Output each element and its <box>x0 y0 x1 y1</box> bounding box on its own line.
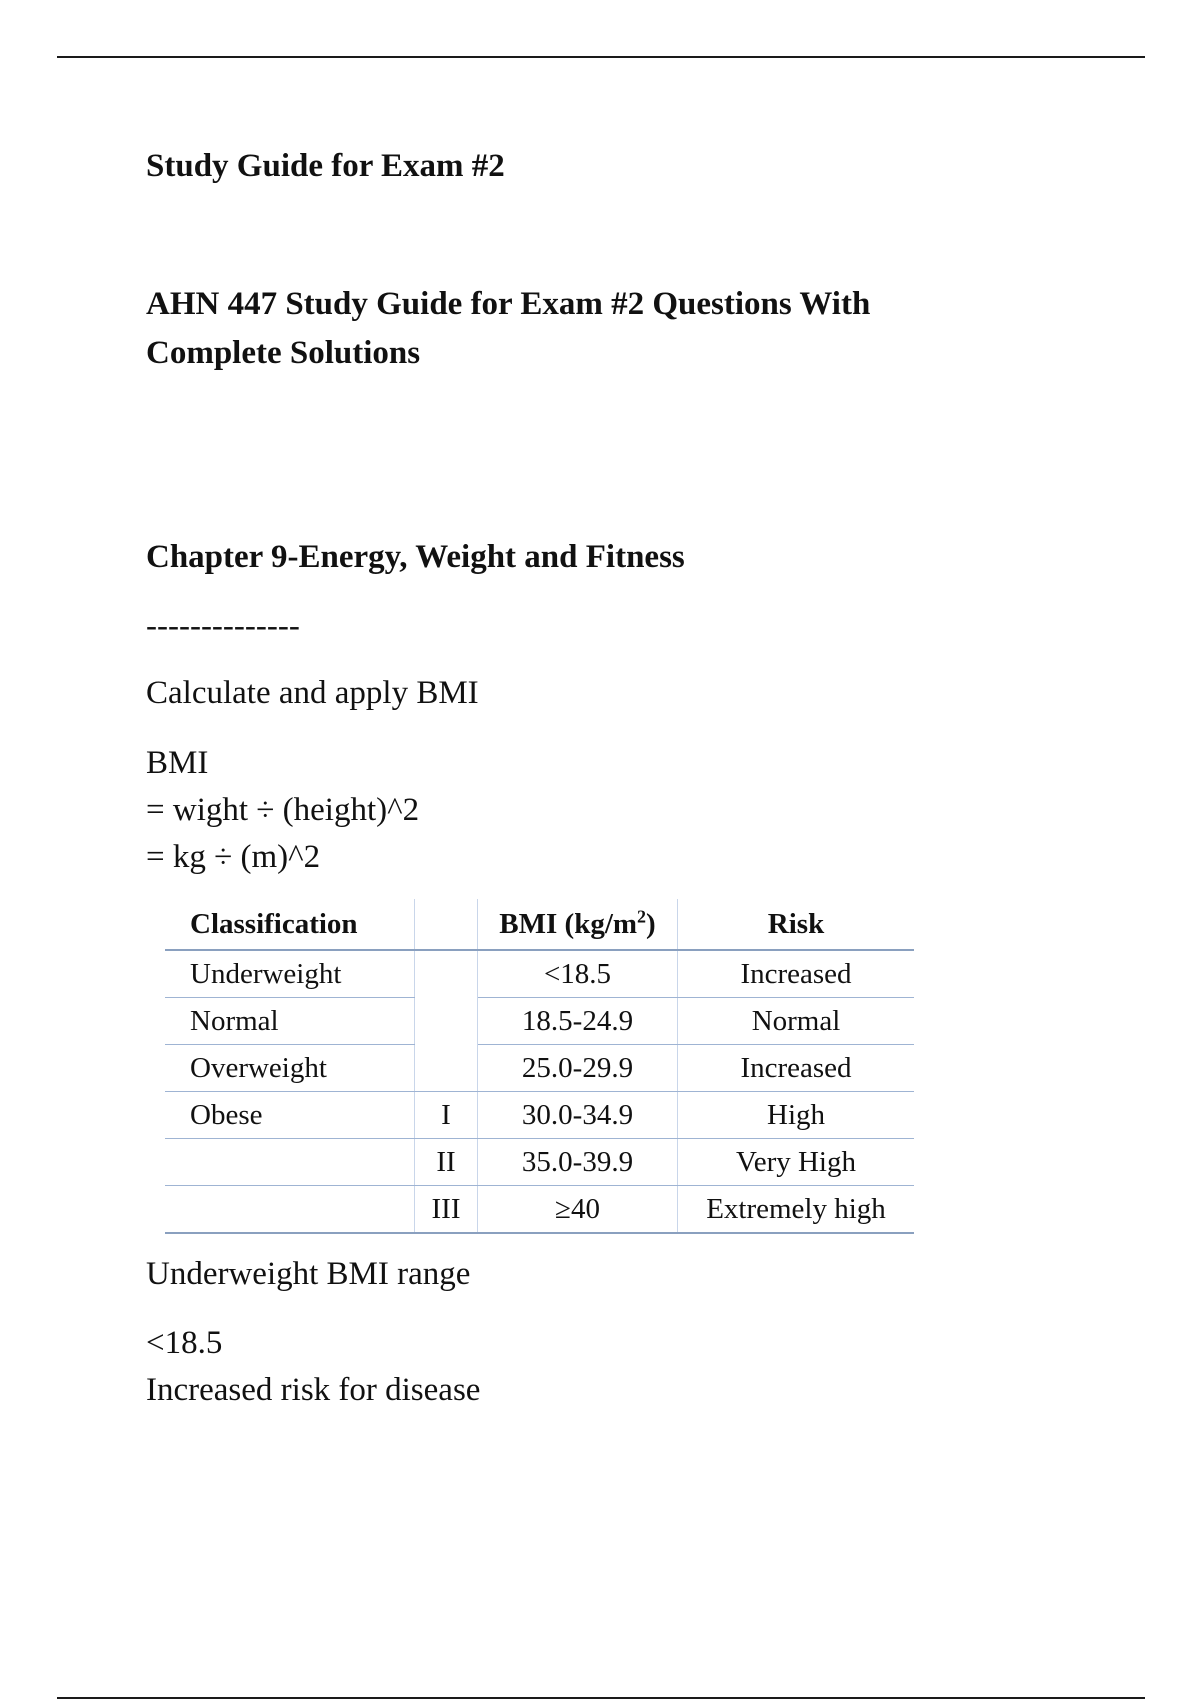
bottom-rule <box>57 1697 1145 1699</box>
cell-class <box>415 1045 478 1092</box>
bmi-classification-table <box>165 899 914 1234</box>
document-title-line: Complete Solutions <box>146 335 421 371</box>
answer-line: <18.5 <box>146 1325 223 1361</box>
top-rule <box>57 56 1145 58</box>
card-answer <box>146 1320 480 1414</box>
table-row <box>165 1045 914 1092</box>
table-header-row <box>165 899 914 950</box>
table-row <box>165 1186 914 1234</box>
page-title: Study Guide for Exam #2 <box>146 148 505 184</box>
header-class <box>415 899 478 950</box>
cell-bmi: 25.0-29.9 <box>478 1045 678 1092</box>
cell-risk: High <box>678 1092 915 1139</box>
header-bmi-text: BMI (kg/m <box>499 908 638 940</box>
document-title <box>146 280 870 378</box>
table-row <box>165 998 914 1045</box>
cell-classification: Underweight <box>165 950 415 998</box>
cell-bmi: <18.5 <box>478 950 678 998</box>
cell-class: II <box>415 1139 478 1186</box>
header-bmi-close: ) <box>646 908 656 940</box>
table-row <box>165 1139 914 1186</box>
chapter-heading: Chapter 9-Energy, Weight and Fitness <box>146 539 685 575</box>
card-question: Calculate and apply BMI <box>146 675 479 711</box>
cell-classification: Normal <box>165 998 415 1045</box>
cell-classification: Obese <box>165 1092 415 1139</box>
header-classification: Classification <box>165 899 415 950</box>
cell-bmi: ≥40 <box>478 1186 678 1234</box>
cell-risk: Very High <box>678 1139 915 1186</box>
cell-risk: Normal <box>678 998 915 1045</box>
cell-class: III <box>415 1186 478 1234</box>
cell-classification <box>165 1186 415 1234</box>
table-row <box>165 950 914 998</box>
cell-classification: Overweight <box>165 1045 415 1092</box>
header-bmi-sup: 2 <box>637 906 647 927</box>
cell-class <box>415 950 478 998</box>
answer-line: = wight ÷ (height)^2 <box>146 792 420 828</box>
cell-risk: Increased <box>678 1045 915 1092</box>
header-risk: Risk <box>678 899 915 950</box>
cell-class: I <box>415 1092 478 1139</box>
header-bmi <box>478 899 678 950</box>
cell-bmi: 35.0-39.9 <box>478 1139 678 1186</box>
cell-class <box>415 998 478 1045</box>
cell-bmi: 18.5-24.9 <box>478 998 678 1045</box>
answer-line: = kg ÷ (m)^2 <box>146 839 321 875</box>
document-title-line: AHN 447 Study Guide for Exam #2 Questions With <box>146 286 871 322</box>
card-answer <box>146 740 419 881</box>
cell-risk: Extremely high <box>678 1186 915 1234</box>
card-question: Underweight BMI range <box>146 1256 471 1292</box>
cell-bmi: 30.0-34.9 <box>478 1092 678 1139</box>
separator-dashes: -------------- <box>146 608 300 644</box>
table-row <box>165 1092 914 1139</box>
answer-line: Increased risk for disease <box>146 1372 481 1408</box>
answer-line: BMI <box>146 745 209 781</box>
cell-classification <box>165 1139 415 1186</box>
cell-risk: Increased <box>678 950 915 998</box>
